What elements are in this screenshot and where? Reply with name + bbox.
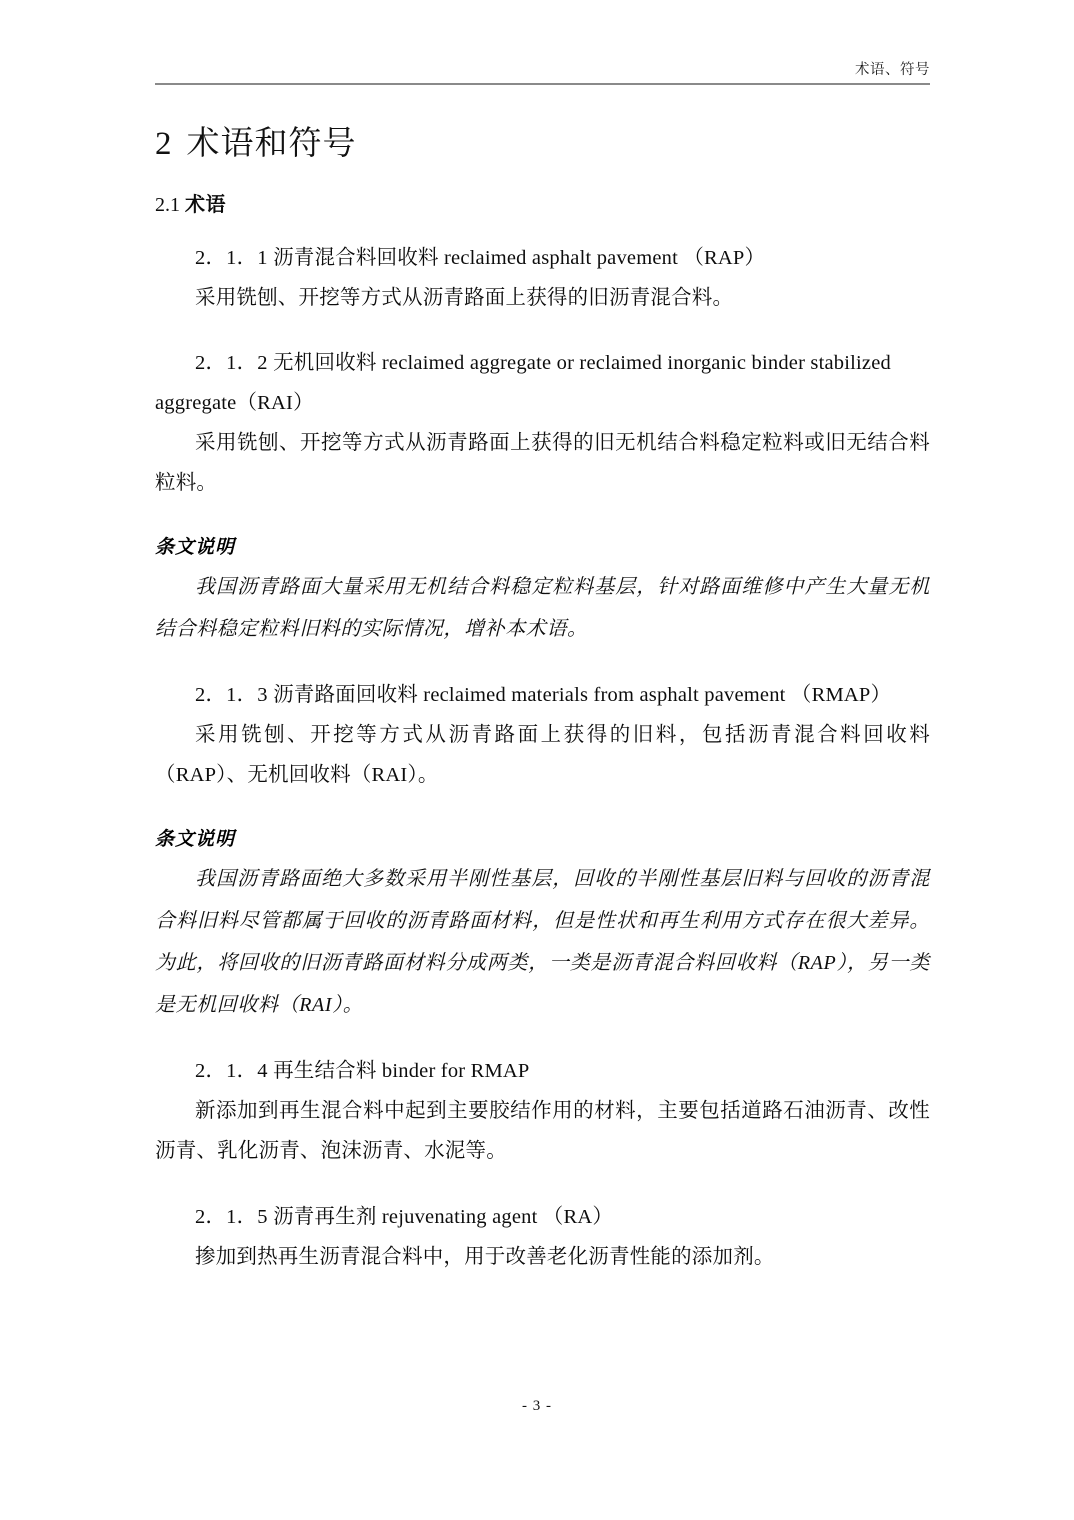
term-heading: 2．1．1 沥青混合料回收料 reclaimed asphalt pavement （RAP）: [195, 246, 766, 269]
explanatory-note: [155, 822, 930, 1026]
explanatory-note-body: 我国沥青路面大量采用无机结合料稳定粒料基层，针对路面维修中产生大量无机结合料稳定粒料旧料的实际情况，增补本术语。: [155, 576, 930, 641]
term-entry: [155, 239, 930, 319]
page-number-footer: - 3 -: [522, 1398, 552, 1414]
explanatory-note-body: 我国沥青路面绝大多数采用半刚性基层，回收的半刚性基层旧料与回收的沥青混合料旧料尽管都属于回收的沥青路面材料，但是性状和再生利用方式存在很大差异。为此，将回收的旧沥青路面材料分成两类，一类是沥青混合料回收料（RAP），另一类是无机回收料（RAI）。: [155, 868, 930, 1017]
term-definition: 采用铣刨、开挖等方式从沥青路面上获得的旧料，包括沥青混合料回收料（RAP）、无机回收料（RAI）。: [155, 724, 930, 787]
term-heading: 2．1．3 沥青路面回收料 reclaimed materials from asphalt pavement （RMAP）: [195, 684, 892, 707]
header-rule-divider: [155, 83, 930, 85]
section-number: 2.1: [155, 193, 180, 216]
term-definition: 新添加到再生混合料中起到主要胶结作用的材料，主要包括道路石油沥青、改性沥青、乳化沥青、泡沫沥青、水泥等。: [155, 1100, 930, 1163]
term-entry: [155, 1052, 930, 1172]
explanatory-note: [155, 530, 930, 650]
term-definition: 采用铣刨、开挖等方式从沥青路面上获得的旧沥青混合料。: [195, 286, 734, 309]
page-header: [155, 62, 930, 85]
term-heading: 2．1．5 沥青再生剂 rejuvenating agent （RA）: [195, 1206, 614, 1229]
chapter-title-text: 术语和符号: [186, 126, 357, 162]
running-head: 术语、符号: [855, 62, 930, 78]
explanatory-note-title: 条文说明: [155, 537, 236, 559]
explanatory-note-title: 条文说明: [155, 829, 236, 851]
document-body: [155, 110, 930, 1304]
term-heading: 2．1．4 再生结合料 binder for RMAP: [195, 1060, 530, 1083]
section-heading-2-1: [155, 191, 930, 219]
section-title-text: 术语: [185, 193, 226, 216]
term-entry: [155, 1198, 930, 1278]
term-definition: 掺加到热再生沥青混合料中，用于改善老化沥青性能的添加剂。: [195, 1246, 775, 1269]
chapter-number: 2: [155, 126, 173, 162]
term-entry: [155, 344, 930, 504]
term-definition: 采用铣刨、开挖等方式从沥青路面上获得的旧无机结合料稳定粒料或旧无结合料粒料。: [155, 432, 930, 495]
chapter-title: [155, 122, 930, 167]
term-entry: [155, 676, 930, 796]
term-heading: 2．1．2 无机回收料 reclaimed aggregate or reclaimed inorganic binder stabilized aggregate（RAI）: [155, 352, 891, 415]
